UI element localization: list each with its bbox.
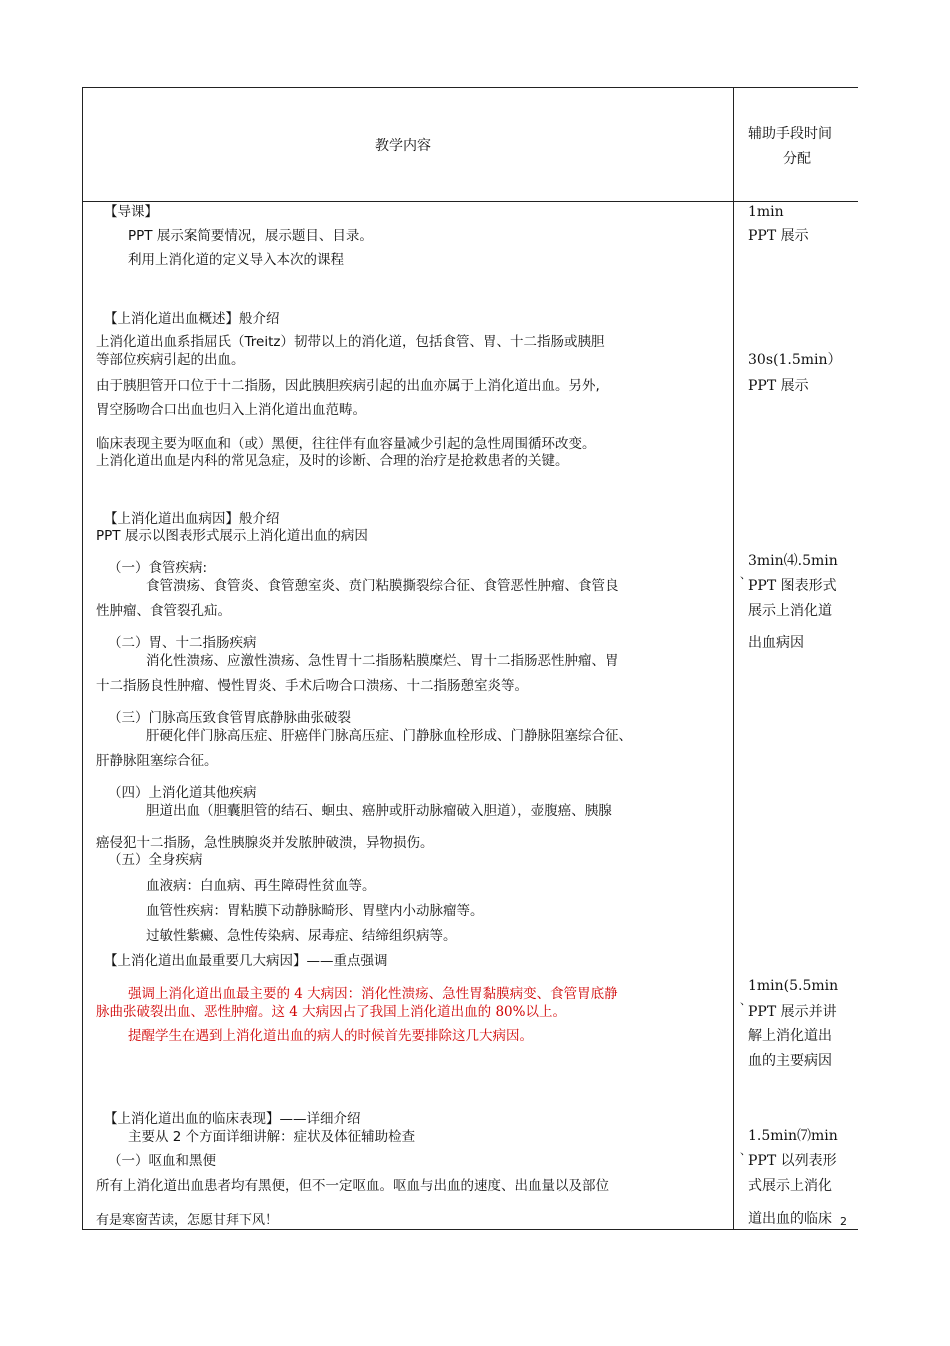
- emphasis-text: 提醒学生在遇到上消化道出血的病人的时候首先要排除这几大病因。: [128, 1028, 533, 1044]
- punctuation-mark: 、: [740, 1144, 751, 1157]
- table-left-border: [82, 87, 83, 1230]
- footer-motto: 有是寒窗苦读，怎愿甘拜下风！: [96, 1213, 279, 1228]
- aid-method: 展示上消化道: [748, 603, 832, 619]
- overview-paragraph: 临床表现主要为呕血和（或）黑便，往往伴有血容量减少引起的急性周围循环改变。: [96, 436, 596, 452]
- cause-text: 血液病：白血病、再生障碍性贫血等。: [146, 878, 376, 894]
- clinical-title: 【上消化道出血的临床表现】——详细介绍: [104, 1111, 361, 1127]
- column-divider: [733, 87, 734, 1230]
- aid-method: PPT 展示: [748, 378, 809, 394]
- clinical-line: （一）呕血和黑便: [108, 1153, 216, 1169]
- overview-paragraph: 上消化道出血系指屈氏（Treitz）韧带以上的消化道，包括食管、胃、十二指肠或胰胆: [96, 334, 605, 350]
- time-allocation: 1min(5.5min: [748, 978, 839, 994]
- cause-category-title: （五）全身疾病: [108, 852, 203, 868]
- cause-text: 十二指肠良性肿瘤、慢性胃炎、手术后吻合口溃疡、十二指肠憩室炎等。: [96, 678, 528, 694]
- aid-column-header-line1: 辅助手段时间: [748, 126, 832, 142]
- page-number: 2: [840, 1215, 847, 1228]
- table-top-border: [82, 87, 858, 88]
- emphasis-text: 强调上消化道出血最主要的 4 大病因：消化性溃疡、急性胃黏膜病变、食管胃底静: [128, 986, 618, 1002]
- emphasis-text: 脉曲张破裂出血、恶性肿瘤。这 4 大病因占了我国上消化道出血的 80%以上。: [96, 1004, 566, 1020]
- intro-title: 【导课】: [104, 204, 158, 220]
- punctuation-mark: 、: [740, 568, 751, 581]
- major-causes-title: 【上消化道出血最重要几大病因】——重点强调: [104, 953, 388, 969]
- aid-method: PPT 以列表形: [748, 1153, 837, 1169]
- header-divider: [82, 201, 858, 202]
- aid-method: 道出血的临床: [748, 1211, 832, 1227]
- punctuation-mark: 、: [740, 994, 751, 1007]
- cause-text: 过敏性紫癜、急性传染病、尿毒症、结缔组织病等。: [146, 928, 457, 944]
- cause-text: 血管性疾病：胃粘膜下动静脉畸形、胃壁内小动脉瘤等。: [146, 903, 484, 919]
- time-allocation: 30s(1.5min）: [748, 352, 842, 368]
- overview-paragraph: 由于胰胆管开口位于十二指肠，因此胰胆疾病引起的出血亦属于上消化道出血。另外,: [96, 378, 600, 394]
- intro-line: 利用上消化道的定义导入本次的课程: [128, 252, 344, 268]
- overview-paragraph: 上消化道出血是内科的常见急症，及时的诊断、合理的治疗是抢救患者的关键。: [96, 453, 569, 469]
- aid-method: PPT 展示并讲: [748, 1004, 837, 1020]
- aid-method: PPT 展示: [748, 228, 809, 244]
- overview-paragraph: 胃空肠吻合口出血也归入上消化道出血范畴。: [96, 402, 366, 418]
- cause-text: 食管溃疡、食管炎、食管憩室炎、贲门粘膜撕裂综合征、食管恶性肿瘤、食管良: [146, 578, 619, 594]
- overview-title: 【上消化道出血概述】般介绍: [104, 311, 280, 327]
- cause-text: 消化性溃疡、应激性溃疡、急性胃十二指肠粘膜糜烂、胃十二指肠恶性肿瘤、胃: [146, 653, 619, 669]
- cause-text: 肝静脉阻塞综合征。: [96, 753, 218, 769]
- cause-category-title: （二）胃、十二指肠疾病: [108, 635, 257, 651]
- cause-text: 癌侵犯十二指肠，急性胰腺炎并发脓肿破溃，异物损伤。: [96, 835, 434, 851]
- content-column-header: 教学内容: [375, 138, 431, 154]
- aid-column-header-line2: 分配: [783, 151, 811, 167]
- aid-method: 血的主要病因: [748, 1053, 832, 1069]
- cause-text: 性肿瘤、食管裂孔疝。: [96, 603, 231, 619]
- clinical-line: 主要从 2 个方面详细讲解：症状及体征辅助检查: [128, 1129, 416, 1145]
- cause-category-title: （一）食管疾病:: [108, 560, 208, 576]
- cause-category-title: （三）门脉高压致食管胃底静脉曲张破裂: [108, 710, 351, 726]
- causes-title: 【上消化道出血病因】般介绍: [104, 511, 280, 527]
- cause-text: 肝硬化伴门脉高压症、肝癌伴门脉高压症、门静脉血栓形成、门静脉阻塞综合征、: [146, 728, 632, 744]
- causes-intro: PPT 展示以图表形式展示上消化道出血的病因: [96, 528, 368, 544]
- time-allocation: 1.5min⑺min: [748, 1128, 838, 1144]
- intro-line: PPT 展示案简要情况，展示题目、目录。: [128, 228, 373, 244]
- aid-method: 出血病因: [748, 635, 804, 651]
- cause-category-title: （四）上消化道其他疾病: [108, 785, 257, 801]
- clinical-line: 所有上消化道出血患者均有黑便，但不一定呕血。呕血与出血的速度、出血量以及部位: [96, 1178, 609, 1194]
- aid-method: 式展示上消化: [748, 1178, 832, 1194]
- time-allocation: 3min⑷.5min: [748, 553, 838, 569]
- overview-paragraph: 等部位疾病引起的出血。: [96, 352, 245, 368]
- time-allocation: 1min: [748, 204, 784, 220]
- aid-method: 解上消化道出: [748, 1028, 832, 1044]
- aid-method: PPT 图表形式: [748, 578, 837, 594]
- cause-text: 胆道出血（胆囊胆管的结石、蛔虫、癌肿或肝动脉瘤破入胆道），壶腹癌、胰腺: [146, 803, 612, 819]
